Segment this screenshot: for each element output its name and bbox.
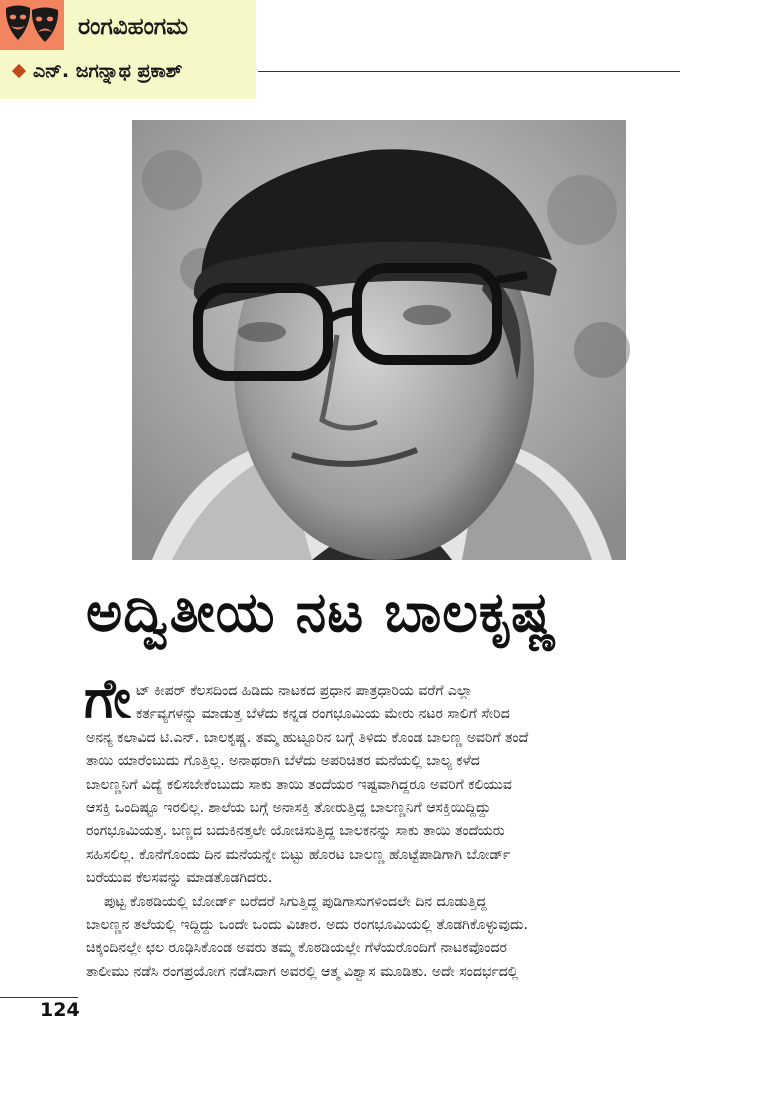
column-header bbox=[0, 0, 256, 99]
bullet-diamond-icon bbox=[12, 64, 26, 78]
page-number-rule bbox=[0, 997, 78, 998]
article-line: ಅನನ್ಯ ಕಲಾವಿದ ಟಿ.ಎನ್. ಬಾಲಕೃಷ್ಣ. ತಮ್ಮ ಹುಟ್ಟೂರಿನ ಬಗ್ಗೆ ತಿಳಿದು ಕೊಂಡ ಬಾಲಣ್ಣ ಅವರಿಗೆ ತಂದೆ bbox=[86, 729, 529, 746]
author-name: ಎನ್. ಜಗನ್ನಾಥ ಪ್ರಕಾಶ್ bbox=[33, 60, 183, 82]
article-line: ಬರೆಯುವ ಕೆಲಸವನ್ನು ಮಾಡತೊಡಗಿದರು. bbox=[86, 870, 273, 887]
page-number: 124 bbox=[40, 999, 80, 1021]
article-line: ಆಸಕ್ತಿ ಒಂದಿಷ್ಟೂ ಇರಲಿಲ್ಲ. ಶಾಲೆಯ ಬಗ್ಗೆ ಅನಾಸಕ್ತಿ ತೋರುತ್ತಿದ್ದ ಬಾಲಣ್ಣನಿಗೆ ಆಸಕ್ತಿಯಿದ್ದಿದ್ದು bbox=[86, 799, 491, 816]
article-line: ಬಾಲಣ್ಣನ ತಲೆಯಲ್ಲಿ ಇದ್ದಿದ್ದು ಒಂದೇ ಒಂದು ವಿಚಾರ. ಅದು ರಂಗಭೂಮಿಯಲ್ಲಿ ತೊಡಗಿಕೊಳ್ಳುವುದು. bbox=[86, 916, 528, 933]
drop-cap: ಗೇ bbox=[84, 667, 131, 730]
article-line-text: ಟ್ ಕೀಪರ್ ಕೆಲಸದಿಂದ ಹಿಡಿದು ನಾಟಕದ ಪ್ರಧಾನ ಪಾತ್ರಧಾರಿಯ ವರೆಗೆ ಎಲ್ಲಾ bbox=[136, 683, 473, 699]
article-line: ಚಿಕ್ಕಂದಿನಲ್ಲೇ ಛಲ ರೂಢಿಸಿಕೊಂಡ ಅವರು ತಮ್ಮ ಕೊಠಡಿಯಲ್ಲೇ ಗೆಳೆಯರೊಂದಿಗೆ ನಾಟಕವೊಂದರ bbox=[86, 940, 507, 957]
article-line: ರಂಗಭೂಮಿಯತ್ತ. ಬಣ್ಣದ ಬದುಕಿನತ್ತಲೇ ಯೋಚಿಸುತ್ತಿದ್ದ ಬಾಲಕನನ್ನು ಸಾಕು ತಾಯಿ ತಂದೆಯರು bbox=[86, 823, 505, 840]
portrait-photo bbox=[132, 120, 626, 560]
byline bbox=[14, 60, 182, 82]
article-line: ಪುಟ್ಟ ಕೊಠಡಿಯಲ್ಲಿ ಬೋರ್ಡ್ ಬರೆದರೆ ಸಿಗುತ್ತಿದ್ದ ಪುಡಿಗಾಸುಗಳಿಂದಲೇ ದಿನ ದೂಡುತ್ತಿದ್ದ bbox=[104, 893, 487, 910]
article-headline: ಅದ್ವಿತೀಯ ನಟ ಬಾಲಕೃಷ್ಣ bbox=[86, 580, 558, 644]
column-title: ರಂಗವಿಹಂಗಮ bbox=[78, 14, 189, 40]
article-line: ಬಾಲಣ್ಣನಿಗೆ ವಿದ್ಯೆ ಕಲಿಸಬೇಕೆಂಬುದು ಸಾಕು ತಾಯಿ ತಂದೆಯರ ಇಷ್ಟವಾಗಿದ್ದರೂ ಅವರಿಗೆ ಕಲಿಯುವ bbox=[86, 776, 512, 793]
article-line: ಕರ್ತವ್ಯಗಳನ್ನು ಮಾಡುತ್ತ ಬೆಳೆದು ಕನ್ನಡ ರಂಗಭೂಮಿಯ ಮೇರು ನಟರ ಸಾಲಿಗೆ ಸೇರಿದ bbox=[136, 706, 510, 723]
article-line: ತಾಲೀಮು ನಡೆಸಿ ರಂಗಪ್ರಯೋಗ ನಡೆಸಿದಾಗ ಅವರಲ್ಲಿ ಆತ್ಮ ವಿಶ್ವಾಸ ಮೂಡಿತು. ಅದೇ ಸಂದರ್ಭದಲ್ಲಿ bbox=[86, 963, 519, 980]
article-line: ಸಹಿಸಲಿಲ್ಲ. ಕೊನೆಗೊಂದು ದಿನ ಮನೆಯನ್ನೇ ಬಿಟ್ಟು ಹೊರಟ ಬಾಲಣ್ಣ ಹೊಟ್ಟೆಪಾಡಿಗಾಗಿ ಬೋರ್ಡ್ bbox=[86, 846, 511, 863]
article-line: ತಾಯಿ ಯಾರೆಂಬುದು ಗೊತ್ತಿಲ್ಲ. ಅನಾಥರಾಗಿ ಬೆಳೆದು ಅಪರಿಚಿತರ ಮನೆಯಲ್ಲಿ ಬಾಲ್ಯ ಕಳೆದ bbox=[86, 753, 480, 770]
header-rule bbox=[258, 71, 680, 72]
theatre-masks-icon bbox=[0, 0, 64, 50]
article-body bbox=[84, 667, 686, 984]
